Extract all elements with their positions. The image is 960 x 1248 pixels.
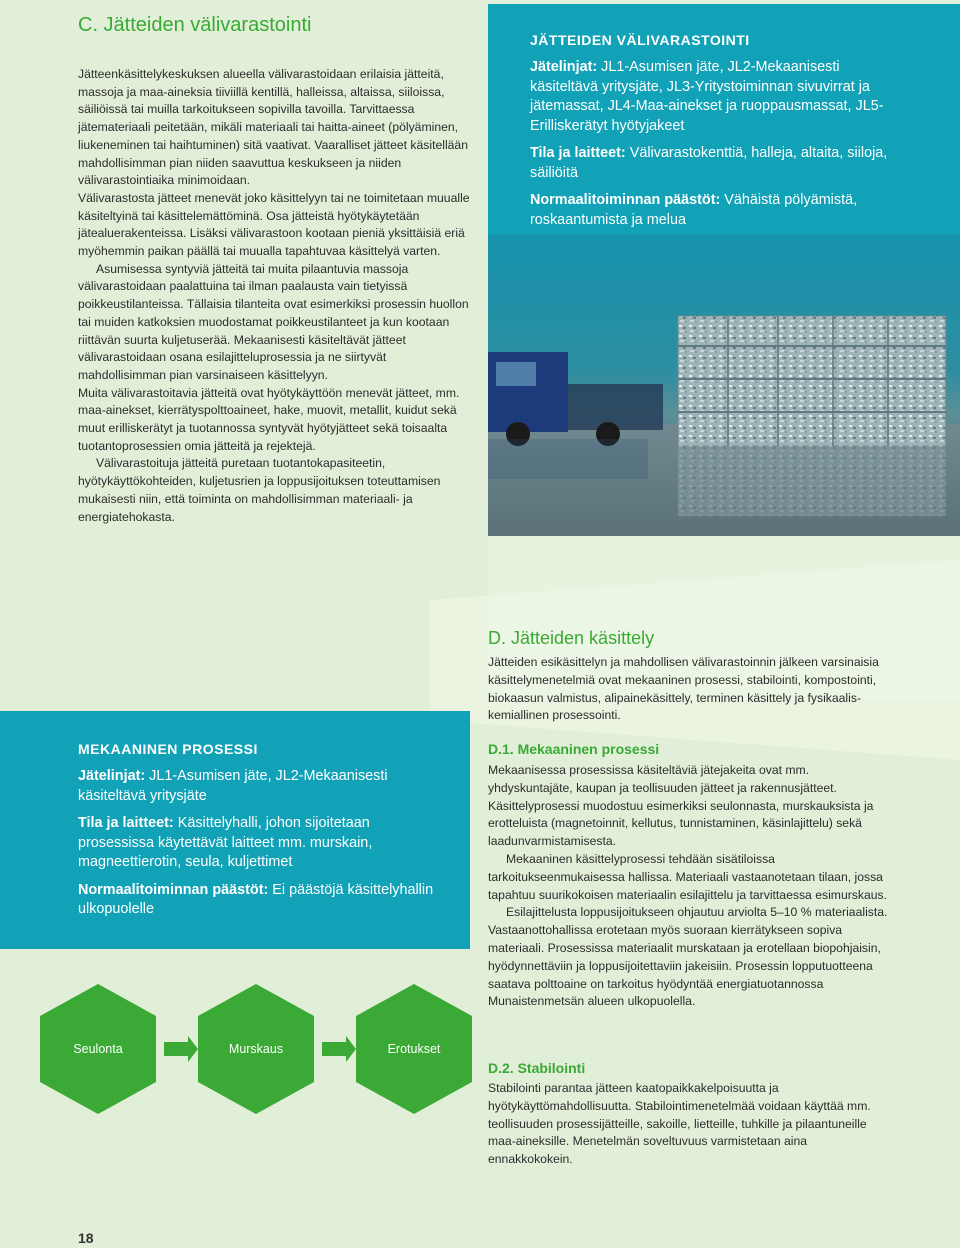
info-box-text: Käsittelyhalli, johon sijoitetaan prosessissa käytettävät laitteet mm. murskain, magneettierotin, seula, kuljettimet	[78, 815, 373, 870]
info-box-item	[78, 767, 438, 806]
flow-step-label: Erotukset	[387, 1042, 441, 1056]
arrow-right-icon	[322, 1036, 356, 1062]
section-d1-body	[488, 762, 888, 1011]
paragraph: Stabilointi parantaa jätteen kaatopaikkakelpoisuutta ja hyötykäyttömahdollisuutta. Stabilointimenetelmää voidaan käyttää mm. teollisuuden prosessijätteille, sakoille, lietteille, tuhkille ja pilaantuneille maa-aineksille. Menetelmän soveltuvuus varmistetaan aina ennakkokokein.	[488, 1081, 871, 1167]
flow-step-murskaus	[198, 984, 314, 1114]
flow-step-seulonta	[40, 984, 156, 1114]
section-d-intro: Jätteiden esikäsittelyn ja mahdollisen välivarastoinnin jälkeen varsinaisia käsittelymenetelmiä ovat mekaaninen prosessi, stabilointi, kompostointi, biokaasun valmistus, alipainekäsittely, terminen käsittely ja fysikaalis-kemiallinen prosessointi.	[488, 655, 879, 723]
info-box-text: Ei päästöjä käsittelyhallin ulkopuolelle	[78, 881, 434, 917]
flow-step-label: Seulonta	[73, 1042, 123, 1056]
paragraph: Jätteenkäsittelykeskuksen alueella välivarastoidaan erilaisia jätteitä, massoja ja maa-aineksia tiiviillä kentillä, halleissa, altaissa, siiloissa, säiliöissä tai muilla tarkoitukseen sopivilla tavoilla. Tarvittaessa jätemateriaali peitetään, mikäli materiaali tai haitta-aineet (pölyäminen, liukeneminen tai haihtuminen) sitä vaativat. Vaaralliset jätteet käsitellään mahdollisimman pian niiden saavuttua keskukseen ja niiden välivarastointiaika minimoidaan.	[78, 67, 468, 188]
info-box-label: Jätelinjat:	[530, 59, 598, 75]
paragraph: Välivarastoituja jätteitä puretaan tuotantokapasiteetin, hyötykäyttökohteiden, kuljetusrien ja loppusijoituksen toteuttamisen mukaisesti niin, että toiminta on mahdollisimman materiaali- ja energiatehokasta.	[78, 456, 441, 524]
info-box-label: Normaalitoiminnan päästöt:	[530, 192, 721, 208]
info-box-label: Normaalitoiminnan päästöt:	[78, 881, 269, 898]
section-c-body	[78, 66, 470, 526]
info-box-text: Välivarastokenttiä, halleja, altaita, siiloja, säiliöitä	[530, 145, 888, 181]
page-number: 18	[78, 1230, 94, 1246]
section-d-title: D. Jätteiden käsittely	[488, 628, 655, 648]
info-box-text: JL1-Asumisen jäte, JL2-Mekaanisesti käsiteltävä yritysjäte, JL3-Yritystoiminnan sivuvirrat ja jätemassat, JL4-Maa-ainekset ja ruoppausmassat, JL5-Erilliskerätyt hyötyjakeet	[530, 59, 884, 134]
flow-step-label: Murskaus	[228, 1042, 284, 1056]
paragraph: Mekaaninen käsittelyprosessi tehdään sisätiloissa tarkoitukseenmukaisessa hallissa. Materiaali vastaanotetaan tilaan, jossa tapahtuu suurikokoisen materiaalin esilajittelu ja tarvittaessa esimurskaus.	[488, 851, 887, 902]
section-c-title: C. Jätteiden välivarastointi	[78, 14, 312, 36]
section-d2-body	[488, 1080, 888, 1169]
paragraph: Mekaanisessa prosessissa käsiteltäviä jätejakeita ovat mm. yhdyskuntajäte, kaupan ja teollisuuden jätteet ja rakennusjätteet. Käsittelyprosessi muodostuu esimerkiksi seulonnasta, murskauksista ja erotteluista (magnetoinnit, kellutus, tunnistaminen, käsinlajittelu) sekä laadunvarmistamisesta.	[488, 763, 874, 849]
info-box-label: Tila ja laitteet:	[78, 815, 174, 831]
info-box-item	[78, 881, 438, 920]
paragraph: Asumisessa syntyviä jätteitä tai muita pilaantuvia massoja välivarastoidaan paalattuina tai ilman paalausta vain tietyissä poikkeustilanteissa. Tällaisia tilanteita ovat esimerkiksi prosessin huollon tai muiden katkoksien muodostamat poikkeustilanteet ja kun kootaan riittävän suurta kuljetuserää. Mekaanisesti käsiteltävät jätteet välivarastoidaan osana esilajitteluprosessia ja ne siirtyvät mahdollisimman pian varsinaiseen käsittelyyn.	[78, 261, 469, 382]
section-d1-title: D.1. Mekaaninen prosessi	[488, 741, 660, 757]
section-d2-title: D.2. Stabilointi	[488, 1060, 586, 1076]
info-box-label: Jätelinjat:	[78, 768, 146, 784]
paragraph: Välivarastosta jätteet menevät joko käsittelyyn tai ne toimitetaan muualle käsiteltyinä tai käsittelemättöminä. Osa jätteistä hyötykäytetään jätealuerakenteissa. Lisäksi välivarastoon kootaan pieniä yksittäisiä eriä myöhemmin paikan päällä tai muualla tapahtuvaa käsittelyä varten.	[78, 190, 470, 259]
info-box-item	[78, 814, 438, 873]
info-box-heading: JÄTTEIDEN VÄLIVARASTOINTI	[530, 32, 750, 48]
info-box-text: Vähäistä pölyämistä, roskaantumista ja melua	[530, 192, 858, 228]
arrow-right-icon	[164, 1036, 198, 1062]
info-box-item	[530, 191, 910, 230]
paragraph: Muita välivarastoitavia jätteitä ovat hyötykäyttöön menevät jätteet, mm. maa-ainekset, kierrätyspolttoaineet, hake, muovit, metallit, kuidut sekä muut erilliskerätyt ja tuotannossa syntyvät hyötyjätteet sekä toisaalta tuotantoprosessien omia jätteitä ja rejektejä.	[78, 385, 460, 453]
info-box-mekaaninen-prosessi	[0, 711, 470, 949]
photo-truck-bales	[488, 234, 960, 536]
info-box-item	[530, 144, 910, 183]
info-box-text: JL1-Asumisen jäte, JL2-Mekaanisesti käsiteltävä yritysjäte	[78, 768, 388, 804]
info-box-label: Tila ja laitteet:	[530, 145, 626, 161]
process-flow-diagram	[38, 984, 478, 1114]
paragraph: Esilajittelusta loppusijoitukseen ohjautuu arviolta 5–10 % materiaalista. Vastaanottohallissa erotetaan myös suoraan kierrätykseen sopiva materiaali. Prosessissa materiaalit murskataan ja erotellaan biopohjaisin, hyödynnettäviin ja loppusijoitettaviin jakeisiin. Prosessin lopputuotteena saatava polttoaine on tarkoitus hyödyntää energiatuotannossa Munaistenmetsän alueen ulkopuolella.	[488, 905, 888, 1009]
info-box-item	[530, 58, 910, 136]
info-box-heading: MEKAANINEN PROSESSI	[78, 741, 258, 757]
flow-step-erotukset	[356, 984, 472, 1114]
